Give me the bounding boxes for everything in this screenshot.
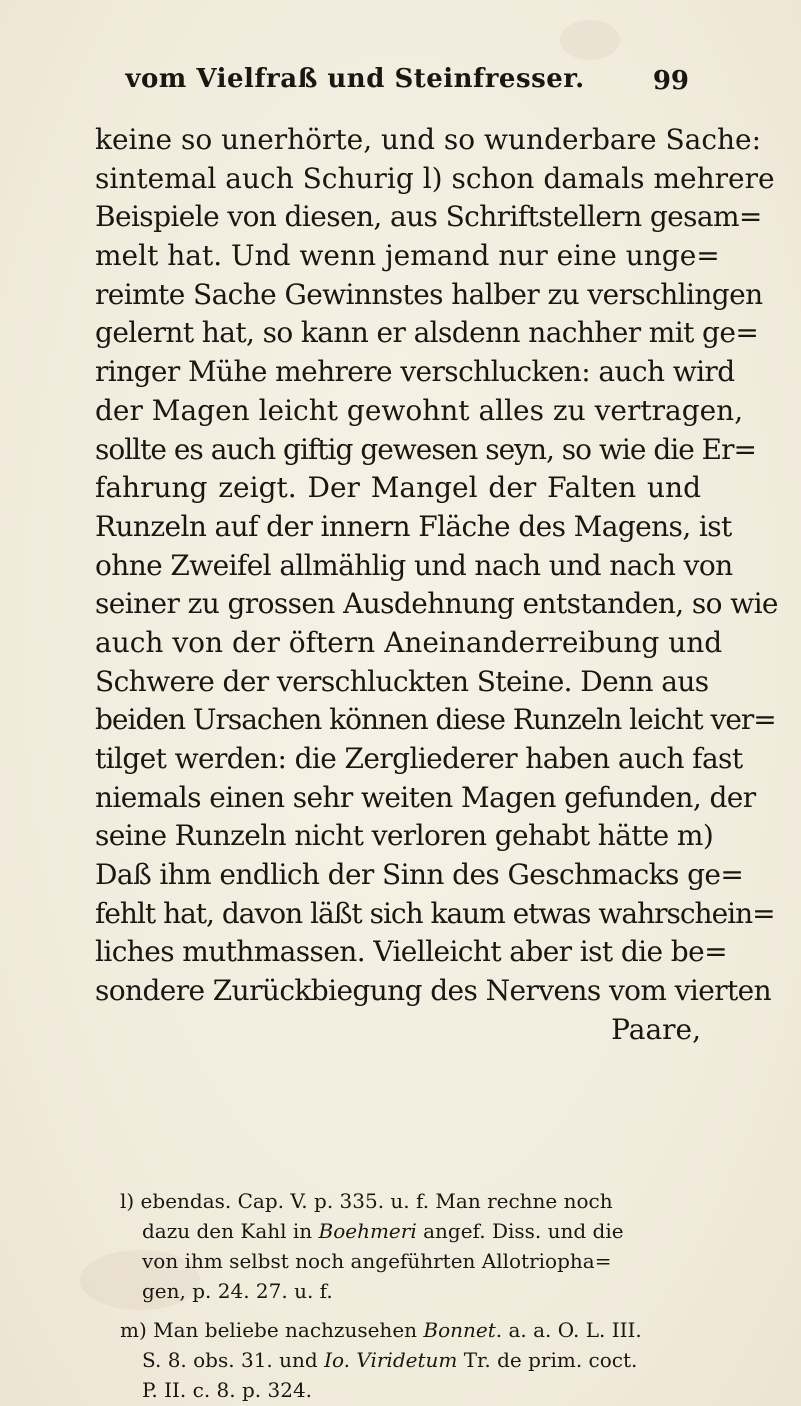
footnote-italic: Boehmeri bbox=[318, 1219, 417, 1243]
footnote-line bbox=[120, 1345, 710, 1375]
footnote-italic: Bonnet bbox=[423, 1318, 496, 1342]
footnote-line: P. II. c. 8. p. 324. bbox=[142, 1378, 313, 1402]
footnote-line bbox=[120, 1216, 710, 1246]
text-line: reimte Sache Gewinnstes halber zu verschlingen bbox=[95, 277, 763, 311]
footnote-line: l) ebendas. Cap. V. p. 335. u. f. Man rechne noch bbox=[120, 1189, 613, 1213]
text-line: sollte es auch giftig gewesen seyn, so wie die Er= bbox=[95, 432, 756, 466]
footnote-text: S. 8. obs. 31. und bbox=[142, 1348, 325, 1372]
footnote-text: dazu den Kahl in bbox=[142, 1219, 319, 1243]
paper-stain bbox=[560, 20, 620, 60]
main-text bbox=[95, 121, 778, 1050]
text-line: fehlt hat, davon läßt sich kaum etwas wahrschein= bbox=[95, 896, 775, 930]
catchword: Paare, bbox=[611, 1012, 701, 1046]
text-line: seiner zu grossen Ausdehnung entstanden, so wie bbox=[95, 587, 778, 621]
text-line: niemals einen sehr weiten Magen gefunden, der bbox=[95, 780, 756, 814]
footnote-line: gen, p. 24. 27. u. f. bbox=[142, 1279, 333, 1303]
footnote-italic: Io. Viridetum bbox=[324, 1348, 458, 1372]
footnote-m bbox=[120, 1315, 710, 1405]
page-header bbox=[95, 64, 695, 104]
running-head: vom Vielfraß und Steinfresser. bbox=[125, 64, 585, 94]
footnote-line bbox=[120, 1315, 710, 1345]
text-line: sintemal auch Schurig l) schon damals mehrere bbox=[95, 161, 775, 195]
text-line: liches muthmassen. Vielleicht aber ist die be= bbox=[95, 935, 727, 969]
text-line: keine so unerhörte, und so wunderbare Sache: bbox=[95, 123, 762, 156]
text-line: sondere Zurückbiegung des Nervens vom vierten bbox=[95, 974, 772, 1008]
text-line: Schwere der verschluckten Steine. Denn aus bbox=[95, 664, 709, 698]
footnote-text: angef. Diss. und die bbox=[416, 1219, 624, 1243]
footnote-text: Tr. de prim. coct. bbox=[457, 1348, 638, 1372]
text-line: auch von der öftern Aneinanderreibung und bbox=[95, 625, 723, 659]
text-line: beiden Ursachen können diese Runzeln leicht ver= bbox=[95, 703, 776, 737]
footnote-text: m) Man beliebe nachzusehen bbox=[120, 1318, 424, 1342]
text-line: der Magen leicht gewohnt alles zu vertragen, bbox=[95, 393, 744, 427]
text-line: seine Runzeln nicht verloren gehabt hätte m) bbox=[95, 819, 714, 853]
text-line: ringer Mühe mehrere verschlucken: auch wird bbox=[95, 355, 735, 389]
text-line: Beispiele von diesen, aus Schriftstellern gesam= bbox=[95, 200, 762, 234]
text-line: tilget werden: die Zergliederer haben auch fast bbox=[95, 742, 743, 775]
page-number: 99 bbox=[652, 66, 689, 96]
text-line: Daß ihm endlich der Sinn des Geschmacks ge= bbox=[95, 858, 744, 892]
footnote-text: . a. a. O. L. III. bbox=[495, 1318, 642, 1342]
text-line: fahrung zeigt. Der Mangel der Falten und bbox=[95, 471, 701, 505]
footnote-line: von ihm selbst noch angeführten Allotriopha= bbox=[142, 1249, 612, 1273]
text-line: gelernt hat, so kann er alsdenn nachher mit ge= bbox=[95, 316, 759, 350]
text-line: melt hat. Und wenn jemand nur eine unge= bbox=[95, 239, 720, 273]
footnote-l bbox=[120, 1186, 710, 1306]
text-line: ohne Zweifel allmählig und nach und nach von bbox=[95, 548, 733, 582]
text-line: Runzeln auf der innern Fläche des Magens, ist bbox=[95, 509, 732, 543]
